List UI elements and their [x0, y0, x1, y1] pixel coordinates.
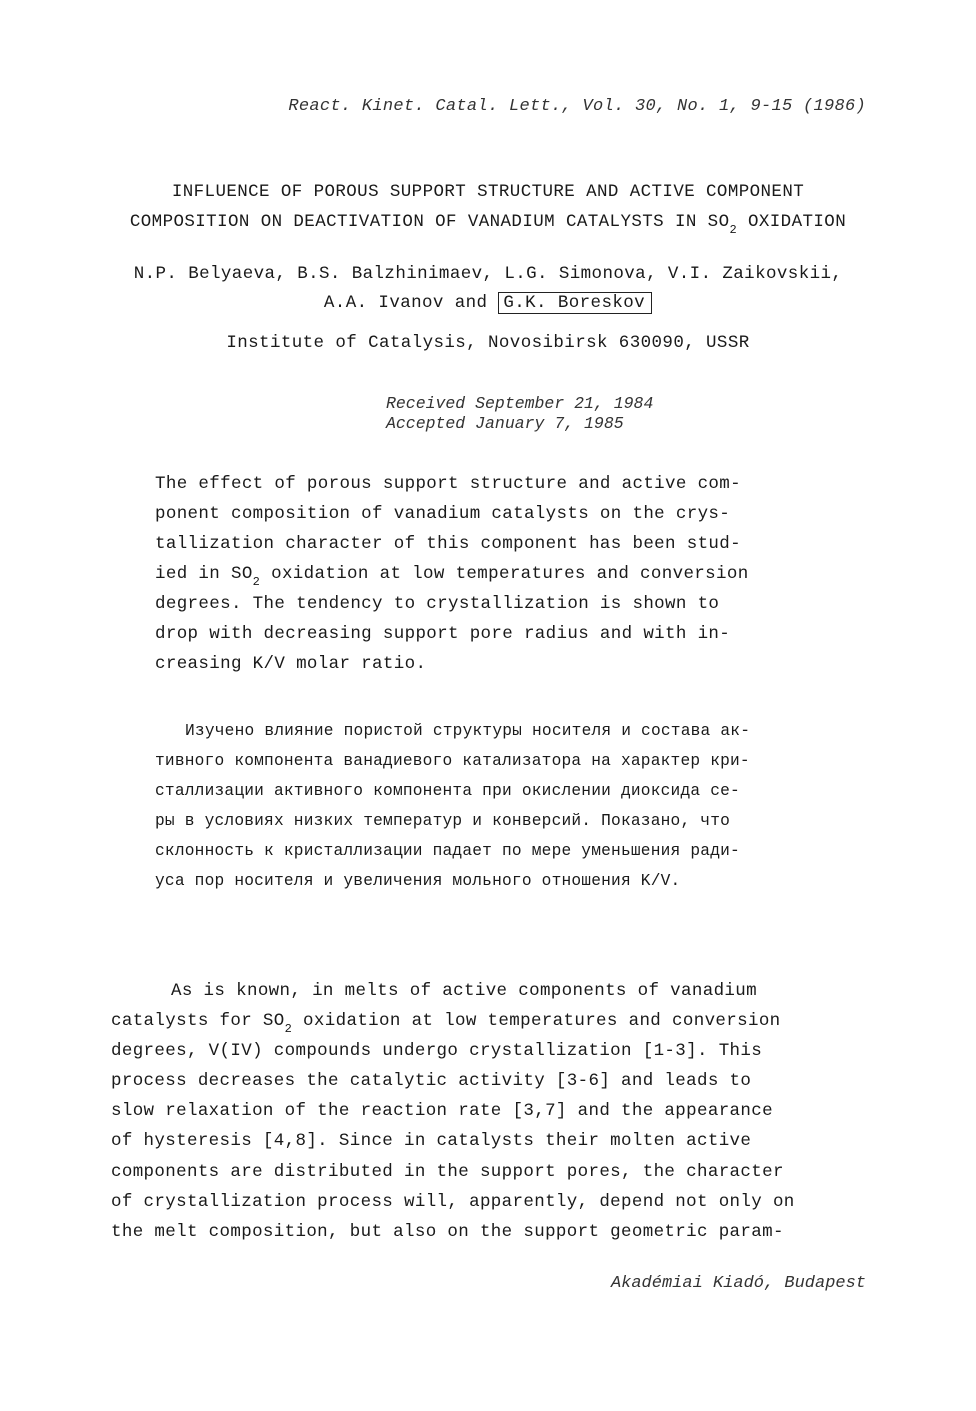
- abstract-en-line: creasing K/V molar ratio.: [155, 654, 427, 674]
- authors-line-2: A.A. Ivanov and G.K. Boreskov: [0, 293, 976, 313]
- abstract-en-line: ied in $SO_2$ oxidation at low temperatures and conversion: [155, 564, 749, 589]
- body-line: process decreases the catalytic activity [3-6] and leads to: [111, 1071, 752, 1091]
- accepted-date: Accepted January 7, 1985: [386, 414, 624, 433]
- abstract-en-line: tallization character of this component has been stud-: [155, 534, 741, 554]
- abstract-en-line: degrees. The tendency to crystallization is shown to: [155, 594, 720, 614]
- abstract-en-line: drop with decreasing support pore radius and with in-: [155, 624, 731, 644]
- abstract-ru-line: уса пор носителя и увеличения мольного отношения K/V.: [155, 872, 681, 890]
- abstract-ru-line: сталлизации активного компонента при окислении диоксида се-: [155, 782, 740, 800]
- paper-title-line-2: COMPOSITION ON DEACTIVATION OF VANADIUM CATALYSTS IN $SO_2$ OXIDATION: [129, 212, 847, 237]
- abstract-ru-line: тивного компонента ванадиевого катализатора на характер кри-: [155, 752, 750, 770]
- abstract-ru-line: ры в условиях низких температур и конверсий. Показано, что: [155, 812, 731, 830]
- body-line: degrees, V(IV) compounds undergo crystallization [1-3]. This: [111, 1041, 763, 1061]
- abstract-en-line: The effect of porous support structure and active com-: [155, 474, 741, 494]
- body-line: As is known, in melts of active components of vanadium: [171, 981, 757, 1001]
- authors-line-1: N.P. Belyaeva, B.S. Balzhinimaev, L.G. Simonova, V.I. Zaikovskii,: [133, 264, 843, 284]
- abstract-en-line: ponent composition of vanadium catalysts on the crys-: [155, 504, 731, 524]
- institution: Institute of Catalysis, Novosibirsk 630090, USSR: [226, 333, 750, 353]
- abstract-ru-line: Изучено влияние пористой структуры носителя и состава ак-: [185, 722, 751, 740]
- paper-title-line-1: INFLUENCE OF POROUS SUPPORT STRUCTURE AND ACTIVE COMPONENT: [171, 182, 805, 202]
- journal-reference: React. Kinet. Catal. Lett., Vol. 30, No. 1, 9-15 (1986): [288, 97, 866, 116]
- body-line: components are distributed in the support pores, the character: [111, 1162, 784, 1182]
- body-line: of hysteresis [4,8]. Since in catalysts their molten active: [111, 1131, 752, 1151]
- abstract-ru-line: склонность к кристаллизации падает по мере уменьшения ради-: [155, 842, 740, 860]
- body-line: catalysts for $SO_2$ oxidation at low temperatures and conversion: [111, 1011, 781, 1036]
- publisher-footer: Akadémiai Kiadó, Budapest: [610, 1274, 866, 1293]
- body-line: slow relaxation of the reaction rate [3,7] and the appearance: [111, 1101, 773, 1121]
- deceased-author-box: G.K. Boreskov: [498, 292, 652, 314]
- body-line: the melt composition, but also on the support geometric param-: [111, 1222, 784, 1242]
- received-date: Received September 21, 1984: [386, 394, 654, 413]
- body-line: of crystallization process will, apparently, depend not only on: [111, 1192, 795, 1212]
